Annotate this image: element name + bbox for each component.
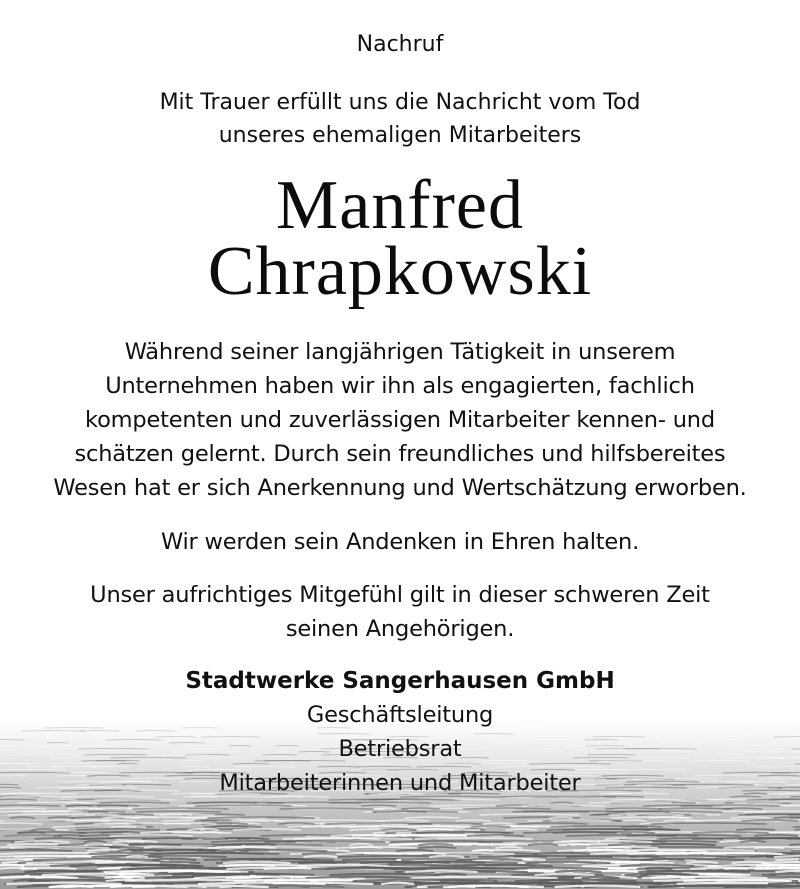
tribute-line-4: schätzen gelernt. Durch sein freundliches und hilfsbereites [74, 441, 726, 467]
water-ripple [788, 838, 800, 839]
water-ripple [770, 799, 800, 800]
water-ripple [181, 766, 209, 767]
sympathy-line-2: seinen Angehörigen. [285, 616, 515, 642]
water-ripple [763, 874, 800, 875]
heading: Nachruf [356, 32, 444, 57]
deceased-last-name: Chrapkowski [207, 233, 593, 310]
signature-line-1: Geschäftsleitung [306, 702, 494, 728]
tribute-line-5: Wesen hat er sich Anerkennung und Wertschätzung erworben. [53, 475, 747, 501]
water-ripple [756, 868, 800, 869]
water-ripple [766, 865, 800, 866]
water-ripple [72, 766, 113, 767]
memory-line: Wir werden sein Andenken in Ehren halten. [160, 529, 640, 555]
water-ripple [612, 799, 685, 800]
water-ripple [357, 766, 411, 767]
water-ripple [758, 766, 800, 767]
tribute-line-3: kompetenten und zuverlässigen Mitarbeiter kennen- und [85, 407, 715, 433]
intro-line-1: Mit Trauer erfüllt uns die Nachricht vom Tod [159, 90, 641, 115]
water-ripple [0, 799, 36, 800]
water-ripple [744, 811, 800, 812]
water-ripple [790, 844, 800, 845]
signature-line-2: Betriebsrat [338, 736, 462, 762]
water-ripple [785, 805, 800, 806]
water-ripple [795, 829, 800, 830]
water-ripple [775, 856, 800, 857]
signature-company: Stadtwerke Sangerhausen GmbH [185, 668, 615, 694]
water-ripple [0, 805, 60, 806]
water-ripple [790, 817, 800, 818]
water-ripple [38, 799, 76, 800]
deceased-first-name: Manfred [275, 167, 524, 244]
water-ripple [791, 796, 800, 797]
water-ripple [776, 871, 800, 872]
signature-line-3: Mitarbeiterinnen und Mitarbeiter [219, 770, 581, 796]
water-ripple [796, 763, 800, 764]
intro-line-2: unseres ehemaligen Mitarbeiters [218, 123, 582, 148]
tribute-line-2: Unternehmen haben wir ihn als engagierten, fachlich [105, 373, 695, 399]
water-ripple [791, 850, 800, 851]
water-ripple [95, 799, 177, 800]
sympathy-line-1: Unser aufrichtiges Mitgefühl gilt in dieser schweren Zeit [90, 582, 710, 608]
water-ripple [417, 766, 471, 767]
tribute-line-1: Während seiner langjährigen Tätigkeit in unserem [124, 339, 676, 365]
water-ripple [234, 766, 294, 767]
water-ripple [0, 763, 42, 764]
water-ripple [539, 766, 605, 767]
water-ripple [776, 859, 800, 860]
water-ripple [497, 766, 541, 767]
water-ripple [769, 883, 800, 884]
water-ripple [357, 799, 454, 800]
water-ripple [318, 766, 358, 767]
